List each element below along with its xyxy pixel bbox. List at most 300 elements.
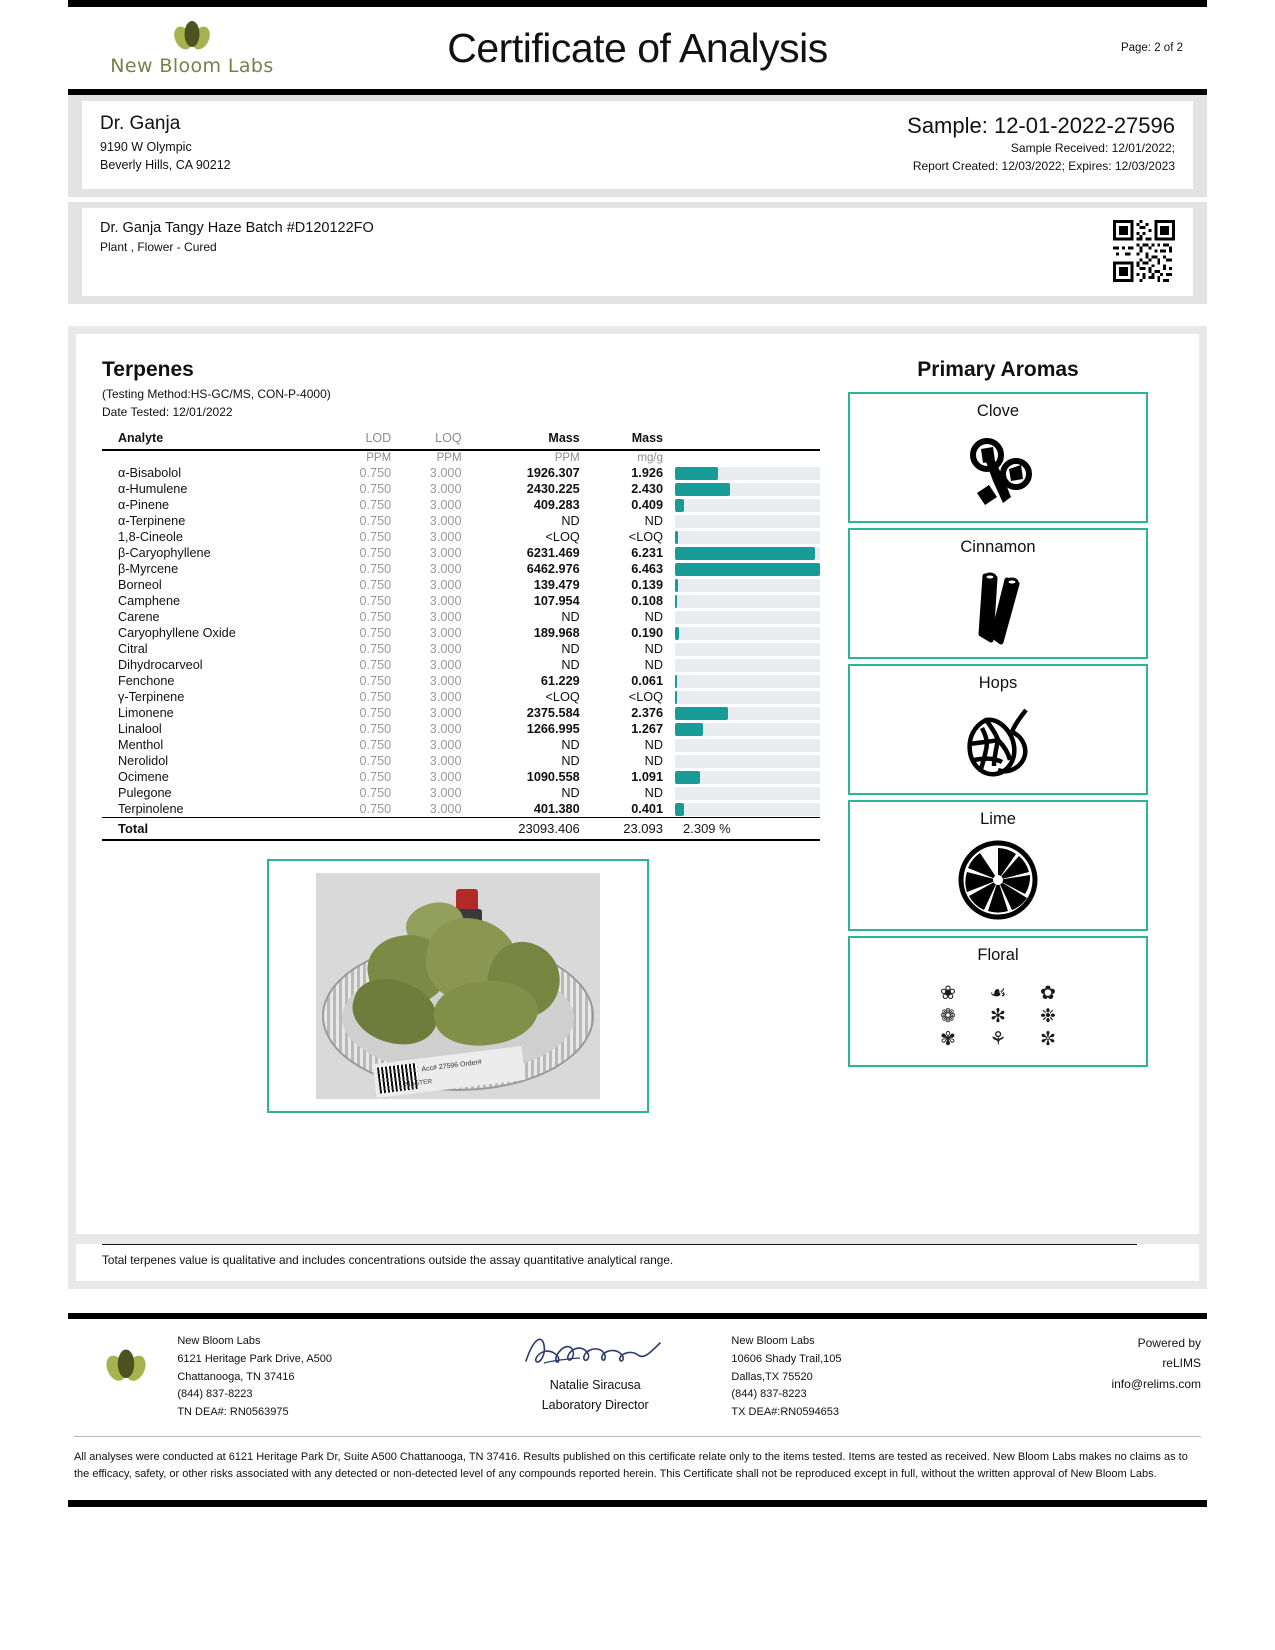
table-header-row	[102, 429, 820, 450]
row-analyte: β-Myrcene	[118, 562, 179, 576]
total-label: Total	[102, 818, 327, 838]
bar-fill	[675, 563, 820, 576]
powered-by-label: Powered by	[1137, 1336, 1201, 1350]
signature-name: Natalie Siracusa	[549, 1378, 641, 1392]
footer-street: 6121 Heritage Park Drive, A500	[177, 1352, 333, 1365]
bar-track	[675, 483, 820, 496]
aroma-label: Cinnamon	[960, 538, 1036, 556]
terpenes-title: Terpenes	[102, 358, 194, 381]
row-loq: 3.000	[429, 690, 462, 704]
client-block	[100, 113, 231, 175]
table-row	[102, 529, 820, 545]
row-lod: 0.750	[359, 674, 392, 688]
row-analyte: Dihydrocarveol	[118, 658, 203, 672]
batch-title: Dr. Ganja Tangy Haze Batch #D120122FO	[100, 220, 374, 236]
row-mass-ppm: ND	[561, 786, 580, 800]
terpenes-table	[102, 429, 820, 837]
row-mass-mgg: 0.401	[631, 802, 663, 816]
signature-role: Laboratory Director	[541, 1398, 649, 1413]
row-mass-ppm: 189.968	[533, 626, 580, 640]
bar-fill	[675, 499, 684, 512]
row-lod: 0.750	[359, 514, 392, 528]
table-row	[102, 465, 820, 481]
row-loq: 3.000	[429, 802, 462, 816]
signature-image	[459, 1335, 731, 1371]
batch-block	[100, 220, 374, 254]
row-lod: 0.750	[359, 738, 392, 752]
page-title: Certificate of Analysis	[447, 24, 828, 71]
bar-fill	[675, 547, 815, 560]
bar-fill	[675, 803, 684, 816]
document-footer	[68, 1319, 1207, 1432]
footer-phone: (844) 837-8223	[177, 1388, 253, 1401]
bar-track	[675, 531, 820, 544]
table-row	[102, 657, 820, 673]
row-loq: 3.000	[429, 770, 462, 784]
footer-signature-block	[459, 1333, 731, 1416]
row-loq: 3.000	[429, 594, 462, 608]
aroma-card-floral	[848, 936, 1148, 1067]
row-mass-ppm: ND	[561, 754, 580, 768]
aroma-card-clove	[848, 392, 1148, 523]
row-bar-cell	[669, 737, 820, 753]
floral-glyph: ✾	[940, 1028, 956, 1050]
row-lod: 0.750	[359, 626, 392, 640]
row-bar-cell	[669, 609, 820, 625]
results-panel	[76, 334, 1199, 1234]
floral-glyph: ✻	[990, 1005, 1006, 1027]
row-bar-cell	[669, 721, 820, 737]
document-header	[68, 7, 1207, 89]
row-lod: 0.750	[359, 562, 392, 576]
hops-cone-icon	[956, 695, 1040, 793]
row-mass-ppm: 61.229	[540, 674, 580, 688]
bar-fill	[675, 723, 703, 736]
row-bar-cell	[669, 561, 820, 577]
bar-track	[675, 643, 820, 656]
bar-track	[675, 547, 820, 560]
row-lod: 0.750	[359, 530, 392, 544]
col-bar	[669, 429, 820, 450]
row-mass-ppm: 2430.225	[526, 482, 580, 496]
row-bar-cell	[669, 753, 820, 769]
batch-subtitle: Plant , Flower - Cured	[100, 240, 217, 254]
top-rule	[68, 0, 1207, 7]
bar-track	[675, 499, 820, 512]
row-mass-mgg: 1.267	[631, 722, 663, 736]
floral-glyph: ☙	[989, 982, 1007, 1004]
terpenes-date-tested: Date Tested: 12/01/2022	[102, 405, 233, 419]
row-analyte: Terpinolene	[118, 802, 184, 816]
accession-text-2: MASTER	[404, 1078, 433, 1089]
row-mass-mgg: ND	[644, 514, 663, 528]
bar-fill	[675, 675, 677, 688]
row-mass-mgg: 0.108	[631, 594, 663, 608]
row-mass-ppm: 1266.995	[526, 722, 580, 736]
bar-fill	[675, 531, 678, 544]
total-lod	[327, 818, 397, 838]
row-loq: 3.000	[429, 674, 462, 688]
floral-glyph: ⚘	[989, 1028, 1007, 1050]
aroma-card-cinnamon	[848, 528, 1148, 659]
bar-fill	[675, 467, 718, 480]
aroma-card-hops	[848, 664, 1148, 795]
bar-fill	[675, 627, 679, 640]
row-analyte: α-Pinene	[118, 498, 170, 512]
row-mass-mgg: ND	[644, 642, 663, 656]
floral-glyph: ❁	[940, 1005, 956, 1027]
row-mass-mgg: 2.376	[631, 706, 663, 720]
row-analyte: Carene	[118, 610, 160, 624]
row-lod: 0.750	[359, 770, 392, 784]
aroma-label: Clove	[976, 402, 1020, 420]
bar-track	[675, 467, 820, 480]
floral-glyph: ❉	[1040, 1005, 1056, 1027]
total-mgg: 23.093	[586, 818, 669, 838]
table-row	[102, 481, 820, 497]
row-mass-mgg: ND	[644, 610, 663, 624]
table-row	[102, 673, 820, 689]
table-row	[102, 513, 820, 529]
row-mass-ppm: 6231.469	[526, 546, 580, 560]
bar-track	[675, 627, 820, 640]
bar-track	[675, 803, 820, 816]
row-bar-cell	[669, 529, 820, 545]
terpenes-method: (Testing Method:HS-GC/MS, CON-P-4000)	[102, 387, 331, 401]
footer-address-right	[731, 1333, 1013, 1422]
footer-lab-name: New Bloom Labs	[731, 1335, 815, 1347]
row-lod: 0.750	[359, 786, 392, 800]
row-analyte: Citral	[118, 642, 148, 656]
row-mass-mgg: ND	[644, 658, 663, 672]
bar-track	[675, 595, 820, 608]
row-lod: 0.750	[359, 466, 392, 480]
row-analyte: α-Terpinene	[118, 514, 186, 528]
clove-icon	[959, 423, 1037, 521]
row-bar-cell	[669, 657, 820, 673]
row-bar-cell	[669, 465, 820, 481]
footer-address-left	[177, 1333, 459, 1422]
bar-track	[675, 707, 820, 720]
row-lod: 0.750	[359, 658, 392, 672]
row-mass-mgg: <LOQ	[628, 530, 663, 544]
row-bar-cell	[669, 689, 820, 705]
row-mass-ppm: <LOQ	[545, 690, 580, 704]
table-row	[102, 785, 820, 801]
row-mass-mgg: 1.926	[631, 466, 663, 480]
sample-photo	[316, 873, 600, 1099]
row-analyte: Pulegone	[118, 786, 172, 800]
row-mass-mgg: <LOQ	[628, 690, 663, 704]
results-panel-outer	[68, 326, 1207, 1289]
table-row	[102, 577, 820, 593]
col-mass-mgg: Mass	[586, 429, 669, 450]
row-loq: 3.000	[429, 498, 462, 512]
col-analyte: Analyte	[102, 429, 327, 450]
row-mass-ppm: 6462.976	[526, 562, 580, 576]
footer-city: Dallas,TX 75520	[731, 1370, 813, 1383]
col-mass-ppm: Mass	[468, 429, 586, 450]
table-row	[102, 625, 820, 641]
row-mass-ppm: 2375.584	[526, 706, 580, 720]
footer-logo	[74, 1333, 177, 1390]
flower-grid-icon	[931, 967, 1065, 1065]
row-loq: 3.000	[429, 738, 462, 752]
unit-analyte	[102, 450, 327, 465]
row-loq: 3.000	[429, 658, 462, 672]
total-ppm: 23093.406	[468, 818, 586, 838]
table-row	[102, 753, 820, 769]
unit-lod: PPM	[366, 452, 392, 464]
table-bottom-rule	[102, 839, 820, 841]
footer-dea: TN DEA#: RN0563975	[177, 1406, 289, 1419]
bar-track	[675, 579, 820, 592]
bloom-leaf-icon	[104, 1347, 148, 1390]
table-row	[102, 561, 820, 577]
row-bar-cell	[669, 801, 820, 818]
table-row	[102, 689, 820, 705]
row-bar-cell	[669, 513, 820, 529]
footer-dea: TX DEA#:RN0594653	[731, 1406, 840, 1419]
row-lod: 0.750	[359, 642, 392, 656]
row-mass-ppm: 1090.558	[526, 770, 580, 784]
bar-track	[675, 659, 820, 672]
row-mass-ppm: 409.283	[533, 498, 580, 512]
cinnamon-stick-icon	[967, 559, 1029, 657]
table-row	[102, 593, 820, 609]
row-bar-cell	[669, 497, 820, 513]
row-mass-mgg: ND	[644, 786, 663, 800]
terpenes-table-foot	[102, 818, 820, 838]
row-mass-ppm: 139.479	[533, 578, 580, 592]
total-row	[102, 818, 820, 838]
table-row	[102, 801, 820, 818]
client-sample-band	[68, 95, 1207, 197]
bar-track	[675, 611, 820, 624]
row-mass-mgg: ND	[644, 754, 663, 768]
page-number: Page: 2 of 2	[1120, 42, 1183, 54]
lime-slice-icon	[957, 831, 1039, 929]
accession-text: Acc# 27596 Order#	[421, 1058, 483, 1074]
row-bar-cell	[669, 641, 820, 657]
total-percent: 2.309 %	[669, 818, 820, 838]
qr-code-icon[interactable]	[1113, 220, 1175, 282]
row-analyte: Caryophyllene Oxide	[118, 626, 236, 640]
lab-logo-text: New Bloom Labs	[110, 55, 274, 77]
row-loq: 3.000	[429, 642, 462, 656]
powered-by-product: reLIMS	[1162, 1356, 1201, 1371]
bloom-leaf-icon	[172, 19, 212, 53]
row-bar-cell	[669, 625, 820, 641]
row-lod: 0.750	[359, 498, 392, 512]
bar-track	[675, 515, 820, 528]
floral-glyph: ❀	[940, 982, 956, 1004]
row-bar-cell	[669, 673, 820, 689]
row-lod: 0.750	[359, 802, 392, 816]
batch-band	[68, 202, 1207, 304]
row-analyte: Camphene	[118, 594, 181, 608]
footer-street: 10606 Shady Trail,105	[731, 1352, 842, 1365]
terpenes-table-body	[102, 450, 820, 818]
row-loq: 3.000	[429, 546, 462, 560]
row-lod: 0.750	[359, 482, 392, 496]
row-loq: 3.000	[429, 466, 462, 480]
row-mass-mgg: 6.231	[631, 546, 663, 560]
row-bar-cell	[669, 577, 820, 593]
bar-fill	[675, 707, 728, 720]
terpenes-note: Total terpenes value is qualitative and includes concentrations outside the assay quantitative analytical range.	[102, 1244, 1137, 1267]
table-row	[102, 737, 820, 753]
row-lod: 0.750	[359, 690, 392, 704]
row-mass-mgg: 0.190	[631, 626, 663, 640]
row-mass-mgg: 1.091	[631, 770, 663, 784]
row-loq: 3.000	[429, 706, 462, 720]
row-loq: 3.000	[429, 578, 462, 592]
row-lod: 0.750	[359, 594, 392, 608]
row-loq: 3.000	[429, 626, 462, 640]
table-row	[102, 609, 820, 625]
row-lod: 0.750	[359, 610, 392, 624]
aroma-label: Floral	[977, 946, 1019, 964]
footer-powered-by	[1013, 1333, 1201, 1394]
row-bar-cell	[669, 785, 820, 801]
bar-track	[675, 563, 820, 576]
powered-by-email[interactable]: info@relims.com	[1111, 1376, 1201, 1391]
client-address-1: 9190 W Olympic	[100, 140, 192, 154]
bar-track	[675, 755, 820, 768]
row-loq: 3.000	[429, 786, 462, 800]
client-address-2: Beverly Hills, CA 90212	[100, 158, 231, 173]
footer-phone: (844) 837-8223	[731, 1388, 807, 1401]
row-loq: 3.000	[429, 530, 462, 544]
table-units-row	[102, 450, 820, 465]
bar-fill	[675, 483, 730, 496]
row-mass-ppm: ND	[561, 738, 580, 752]
row-loq: 3.000	[429, 610, 462, 624]
table-row	[102, 705, 820, 721]
aroma-label: Lime	[980, 810, 1016, 828]
total-loq	[397, 818, 467, 838]
bar-track	[675, 771, 820, 784]
row-analyte: 1,8-Cineole	[118, 530, 183, 544]
row-mass-ppm: <LOQ	[545, 530, 580, 544]
aroma-card-lime	[848, 800, 1148, 931]
row-mass-ppm: 401.380	[533, 802, 580, 816]
primary-aromas-title: Primary Aromas	[917, 358, 1079, 381]
table-row	[102, 769, 820, 785]
bar-track	[675, 723, 820, 736]
bar-track	[675, 691, 820, 704]
bar-fill	[675, 579, 678, 592]
footer-lab-name: New Bloom Labs	[177, 1335, 261, 1347]
primary-aromas-section	[848, 354, 1148, 1218]
row-mass-mgg: 6.463	[631, 562, 663, 576]
table-row	[102, 641, 820, 657]
row-analyte: α-Humulene	[118, 482, 188, 496]
floral-glyph: ✼	[1040, 1028, 1056, 1050]
row-mass-mgg: ND	[644, 738, 663, 752]
row-analyte: Menthol	[118, 738, 164, 752]
row-mass-ppm: 107.954	[533, 594, 580, 608]
row-lod: 0.750	[359, 546, 392, 560]
unit-loq: PPM	[436, 452, 462, 464]
col-lod: LOD	[327, 429, 397, 450]
row-mass-ppm: ND	[561, 658, 580, 672]
floral-glyph: ✿	[1040, 982, 1056, 1004]
row-loq: 3.000	[429, 722, 462, 736]
bar-track	[675, 787, 820, 800]
row-mass-mgg: 2.430	[631, 482, 663, 496]
row-mass-ppm: ND	[561, 514, 580, 528]
row-analyte: Linalool	[118, 722, 162, 736]
unit-mass-ppm: PPM	[554, 452, 580, 464]
row-loq: 3.000	[429, 514, 462, 528]
unit-mass-mgg: mg/g	[637, 452, 663, 464]
row-bar-cell	[669, 481, 820, 497]
row-mass-mgg: 0.061	[631, 674, 663, 688]
row-mass-ppm: ND	[561, 642, 580, 656]
row-mass-mgg: 0.409	[631, 498, 663, 512]
lab-logo	[92, 19, 292, 77]
sample-block	[907, 113, 1175, 175]
row-lod: 0.750	[359, 578, 392, 592]
row-analyte: Borneol	[118, 578, 162, 592]
row-lod: 0.750	[359, 722, 392, 736]
bottom-rule	[68, 1500, 1207, 1507]
legal-disclaimer: All analyses were conducted at 6121 Heritage Park Dr, Suite A500 Chattanooga, TN 37416. Results published on this certificate relate only to the items tested. Items are tested as received. New Bloom Labs makes no claims as to the efficacy, safety, or other risks associated with any detected or non-detected level of any compounds reported herein. This Certificate shall not be reproduced except in full, without the written approval of New Bloom Labs.	[74, 1451, 1188, 1481]
row-mass-ppm: 1926.307	[526, 466, 580, 480]
row-loq: 3.000	[429, 562, 462, 576]
row-bar-cell	[669, 545, 820, 561]
row-bar-cell	[669, 593, 820, 609]
sample-received: Sample Received: 12/01/2022;	[1010, 141, 1175, 155]
row-mass-ppm: ND	[561, 610, 580, 624]
aroma-label: Hops	[978, 674, 1018, 692]
row-analyte: Fenchone	[118, 674, 175, 688]
barcode-icon	[377, 1063, 420, 1094]
sample-report-created: Report Created: 12/03/2022; Expires: 12/03/2023	[912, 159, 1175, 173]
row-bar-cell	[669, 769, 820, 785]
sample-id: Sample: 12-01-2022-27596	[907, 113, 1175, 138]
row-loq: 3.000	[429, 482, 462, 496]
table-row	[102, 497, 820, 513]
row-analyte: α-Bisabolol	[118, 466, 182, 480]
row-analyte: Nerolidol	[118, 754, 169, 768]
row-mass-mgg: 0.139	[631, 578, 663, 592]
row-lod: 0.750	[359, 706, 392, 720]
sample-photo-frame	[267, 859, 649, 1113]
bar-fill	[675, 691, 677, 704]
row-analyte: γ-Terpinene	[118, 690, 185, 704]
col-loq: LOQ	[397, 429, 467, 450]
row-analyte: Limonene	[118, 706, 174, 720]
table-row	[102, 721, 820, 737]
unit-bar	[669, 450, 820, 465]
table-row	[102, 545, 820, 561]
row-loq: 3.000	[429, 754, 462, 768]
bar-track	[675, 675, 820, 688]
footer-city: Chattanooga, TN 37416	[177, 1370, 295, 1383]
row-lod: 0.750	[359, 754, 392, 768]
row-analyte: β-Caryophyllene	[118, 546, 211, 560]
terpenes-section	[102, 354, 832, 1218]
bar-track	[675, 739, 820, 752]
bar-fill	[675, 771, 700, 784]
row-analyte: Ocimene	[118, 770, 169, 784]
floral-glyph-grid	[931, 984, 1065, 1049]
client-name: Dr. Ganja	[100, 113, 181, 134]
bar-fill	[675, 595, 677, 608]
